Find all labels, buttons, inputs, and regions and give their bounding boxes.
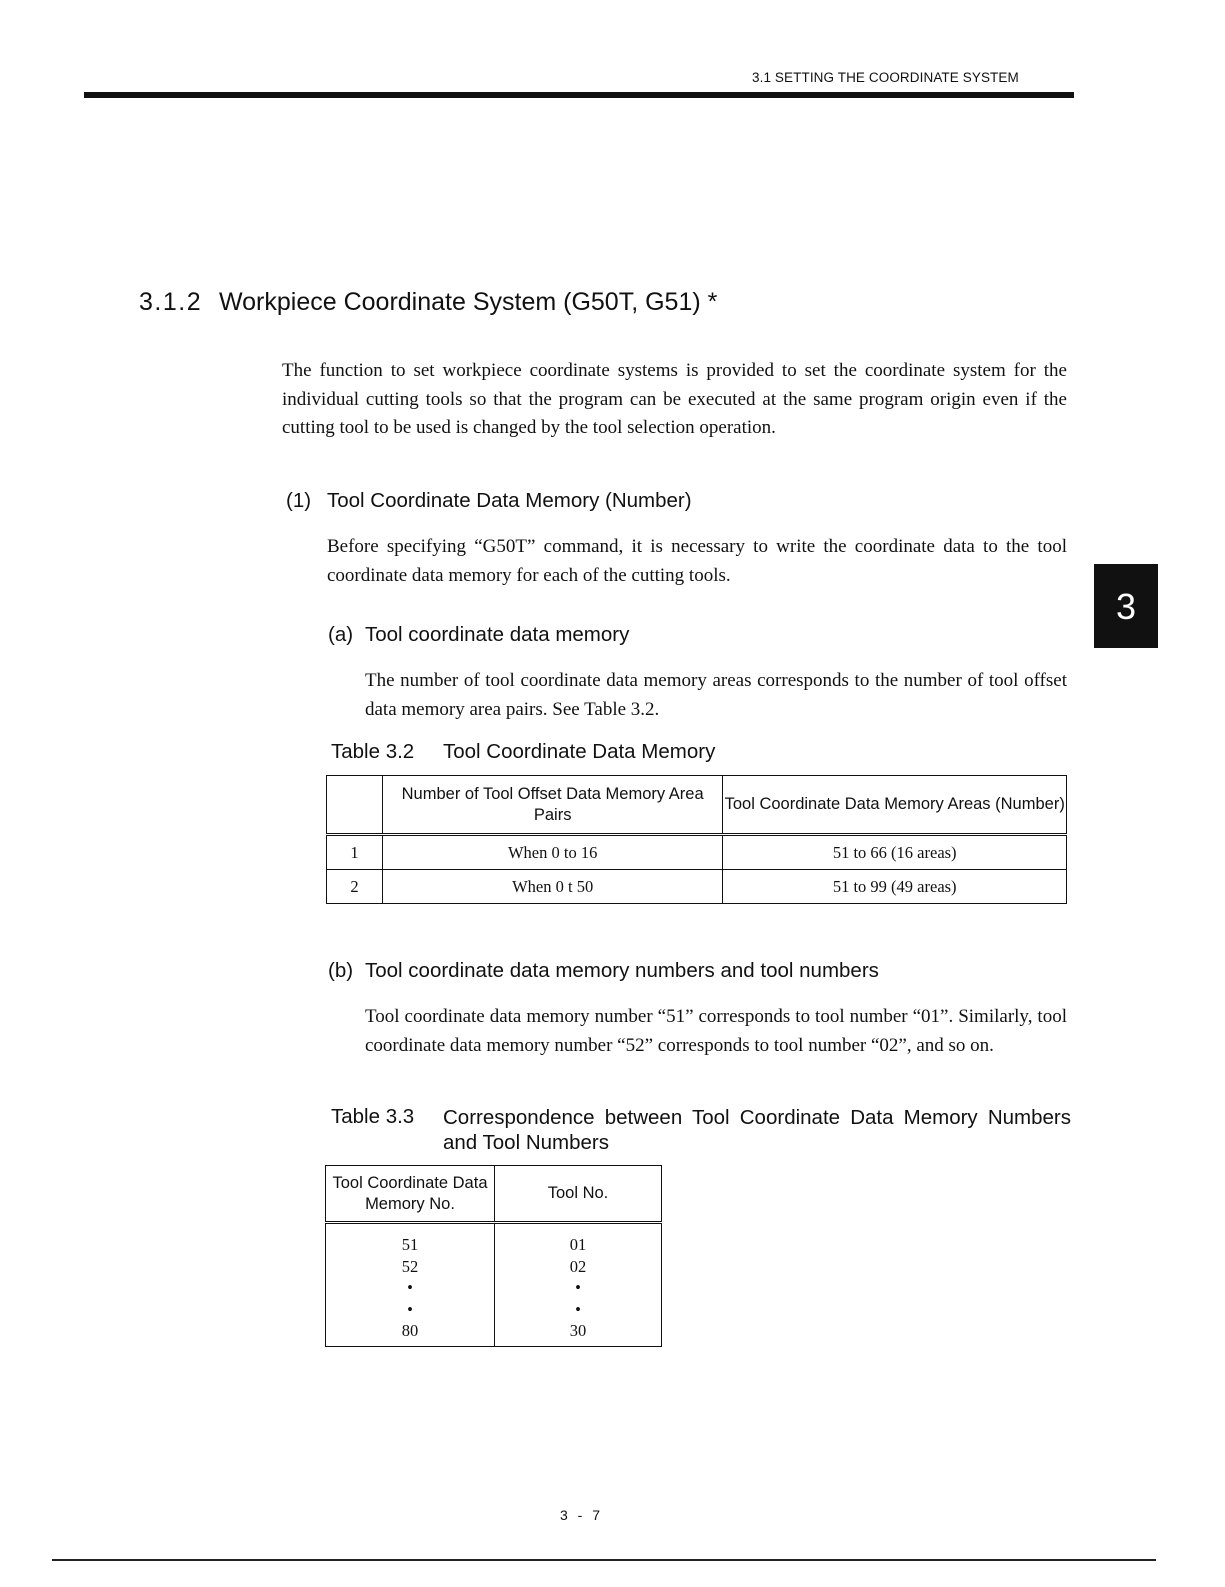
subsection-b-label: (b) <box>328 959 354 982</box>
chapter-tab-number: 3 <box>1116 586 1137 627</box>
table-3-2-title: Tool Coordinate Data Memory <box>443 740 716 763</box>
section-title-text: Workpiece Coordinate System (G50T, G51) * <box>219 288 718 316</box>
table-header-cell <box>327 776 383 835</box>
table-cell: 1 <box>327 835 383 870</box>
subsection-b-heading <box>328 959 879 983</box>
chapter-tab <box>1094 564 1158 648</box>
table-cell: • <box>407 1299 413 1319</box>
table-3-2 <box>326 775 1067 904</box>
section-title <box>139 288 717 317</box>
table-cell: 51 to 99 (49 areas) <box>723 870 1067 904</box>
subsection-1-paragraph: Before specifying “G50T” command, it is necessary to write the coordinate data to the tool coordinate data memory for each of the cutting tools. <box>327 536 1067 586</box>
table-header-cell: Number of Tool Offset Data Memory Area Pairs <box>382 776 723 835</box>
table-header-cell: Tool Coordinate Data Memory No. <box>326 1166 495 1223</box>
footer-rule <box>52 1559 1156 1561</box>
table-header-cell: Tool Coordinate Data Memory Areas (Number) <box>723 776 1067 835</box>
subsection-1-label: (1) <box>286 489 312 512</box>
table-3-3-title: Correspondence between Tool Coordinate Data Memory Numbers and Tool Numbers <box>443 1106 1071 1154</box>
tool-number-column <box>495 1223 662 1347</box>
table-cell: 80 <box>401 1321 419 1340</box>
subsection-a-label: (a) <box>328 623 354 646</box>
table-cell: 01 <box>569 1235 587 1254</box>
table-cell: • <box>575 1278 581 1297</box>
table-cell: When 0 t 50 <box>382 870 723 904</box>
table-cell: 52 <box>401 1256 419 1276</box>
table-cell: • <box>407 1278 413 1297</box>
table-cell: 30 <box>569 1321 587 1340</box>
table-3-2-label: Table 3.2 <box>331 740 415 763</box>
table-row <box>327 835 1067 870</box>
table-header-row <box>326 1166 662 1223</box>
table-cell: 02 <box>569 1256 587 1276</box>
running-head: 3.1 SETTING THE COORDINATE SYSTEM <box>752 70 1019 85</box>
table-3-2-caption <box>331 740 715 764</box>
header-rule <box>84 92 1074 98</box>
table-cell: When 0 to 16 <box>382 835 723 870</box>
subsection-a-title: Tool coordinate data memory <box>365 623 630 646</box>
subsection-a-paragraph: The number of tool coordinate data memory areas corresponds to the number of tool offset data memory area pairs. See Table 3.2. <box>365 670 1067 720</box>
table-header-row <box>327 776 1067 835</box>
subsection-a-heading <box>328 623 629 647</box>
table-cell: 2 <box>327 870 383 904</box>
subsection-1-heading <box>286 489 692 513</box>
table-header-cell: Tool No. <box>495 1166 662 1223</box>
table-row <box>327 870 1067 904</box>
table-3-3-caption <box>331 1105 1071 1155</box>
subsection-b-paragraph: Tool coordinate data memory number “51” corresponds to tool number “01”. Similarly, tool coordinate data memory number “52” corresponds to tool number “02”, and so on. <box>365 1006 1067 1056</box>
table-cell: 51 <box>401 1235 419 1254</box>
table-3-3-label: Table 3.3 <box>331 1105 415 1128</box>
intro-paragraph: The function to set workpiece coordinate systems is provided to set the coordinate system for the individual cutting tools so that the program can be executed at the same program origin even if the cutting tool to be used is changed by the tool selection operation. <box>282 360 1067 438</box>
section-number: 3.1.2 <box>139 288 203 316</box>
page-number: 3 - 7 <box>560 1507 604 1523</box>
table-row <box>326 1223 662 1347</box>
subsection-1-title: Tool Coordinate Data Memory (Number) <box>327 489 692 512</box>
memory-number-column <box>326 1223 495 1347</box>
table-3-3 <box>325 1165 662 1347</box>
table-cell: • <box>575 1299 581 1319</box>
table-cell: 51 to 66 (16 areas) <box>723 835 1067 870</box>
subsection-b-title: Tool coordinate data memory numbers and tool numbers <box>365 959 879 982</box>
